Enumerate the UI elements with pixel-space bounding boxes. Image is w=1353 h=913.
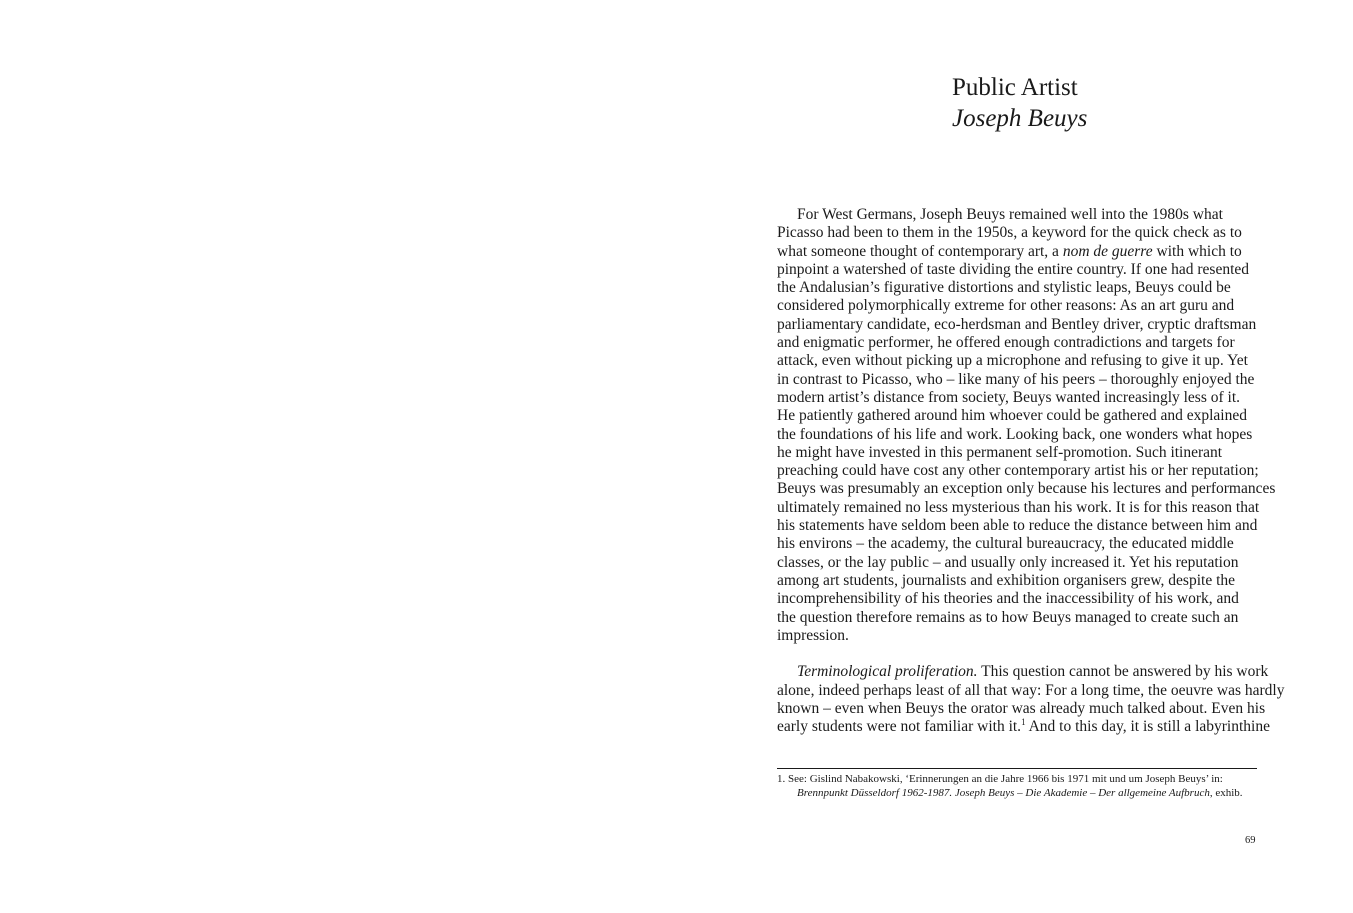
paragraph-1-line: parliamentary candidate, eco-herdsman and Bentley driver, cryptic draftsman [777,315,1257,333]
paragraph-1-line: the Andalusian’s figurative distortions and stylistic leaps, Beuys could be [777,279,1231,297]
footnote-1-line [777,786,1257,800]
paragraph-1-line: He patiently gathered around him whoever could be gathered and explained [777,407,1247,425]
chapter-title: Public Artist [952,74,1078,101]
paragraph-1-line: ultimately remained no less mysterious than his work. It is for this reason that [777,498,1260,516]
footnote-1-line: 1. See: Gislind Nabakowski, ‘Erinnerungen an die Jahre 1966 bis 1971 mit und um Joseph Beuys’ in: [777,773,1223,785]
paragraph-1 [777,206,1276,645]
paragraph-1-line: modern artist’s distance from society, Beuys wanted increasingly less of it. [777,388,1241,406]
paragraph-1-line: Picasso had been to them in the 1950s, a keyword for the quick check as to [777,224,1242,242]
text-run: This question cannot be answered by his work [977,663,1269,681]
chapter-subtitle: Joseph Beuys [952,105,1088,132]
italic-term: nom de guerre [1062,242,1153,260]
footnote-divider [777,768,1257,769]
paragraph-1-line: in contrast to Picasso, who – like many of his peers – thoroughly enjoyed the [777,370,1255,388]
paragraph-1-line: pinpoint a watershed of taste dividing the entire country. If one had resented [777,260,1250,278]
paragraph-1-line: preaching could have cost any other contemporary artist his or her reputation; [777,462,1259,480]
paragraph-2-line: alone, indeed perhaps least of all that way: For a long time, the oeuvre was hardly [777,681,1285,699]
text-run: , exhib. [1209,787,1243,799]
text-run: what someone thought of contemporary art, a [777,242,1063,260]
paragraph-2 [777,663,1285,736]
paragraph-1-line: considered polymorphically extreme for other reasons: As an art guru and [777,297,1235,315]
paragraph-1-line: classes, or the lay public – and usually only increased it. Yet his reputation [777,553,1239,571]
paragraph-1-line [777,243,1257,261]
footnotes [777,772,1257,800]
paragraph-2-line [777,663,1269,681]
footnote-title: Brennpunkt Düsseldorf 1962-1987. Joseph Beuys – Die Akademie – Der allgemeine Aufbruch [797,787,1210,799]
paragraph-gap [777,645,1257,663]
paragraph-1-line: the foundations of his life and work. Looking back, one wonders what hopes [777,425,1253,443]
text-run: with which to [1152,242,1242,260]
paragraph-1-line: attack, even without picking up a microphone and refusing to give it up. Yet [777,352,1248,370]
run-in-heading: Terminological proliferation. [797,663,978,681]
paragraph-1-line: his environs – the academy, the cultural bureaucracy, the educated middle [777,535,1234,553]
paragraph-1-line: the question therefore remains as to how Beuys managed to create such an [777,608,1239,626]
footnote-reference[interactable]: 1 [1021,717,1026,728]
page-number: 69 [1245,835,1256,846]
paragraph-1-line: and enigmatic performer, he offered enough contradictions and targets for [777,334,1235,352]
chapter-heading [952,72,1252,134]
text-run: And to this day, it is still a labyrinthine [1025,718,1270,736]
paragraph-1-line: Beuys was presumably an exception only because his lectures and performances [777,480,1276,498]
paragraph-2-line: known – even when Beuys the orator was already much talked about. Even his [777,700,1266,718]
paragraph-1-line: incomprehensibility of his theories and the inaccessibility of his work, and [777,590,1239,608]
paragraph-1-line: he might have invested in this permanent self-promotion. Such itinerant [777,443,1223,461]
paragraph-2-line [777,717,1270,736]
body-text [777,206,1285,737]
paragraph-1-line: his statements have seldom been able to reduce the distance between him and [777,517,1258,535]
paragraph-1-line: impression. [777,626,849,644]
text-run: early students were not familiar with it. [777,718,1022,736]
paragraph-1-line: For West Germans, Joseph Beuys remained well into the 1980s what [797,206,1223,223]
paragraph-1-line: among art students, journalists and exhibition organisers grew, despite the [777,571,1236,589]
right-page [777,0,1285,913]
